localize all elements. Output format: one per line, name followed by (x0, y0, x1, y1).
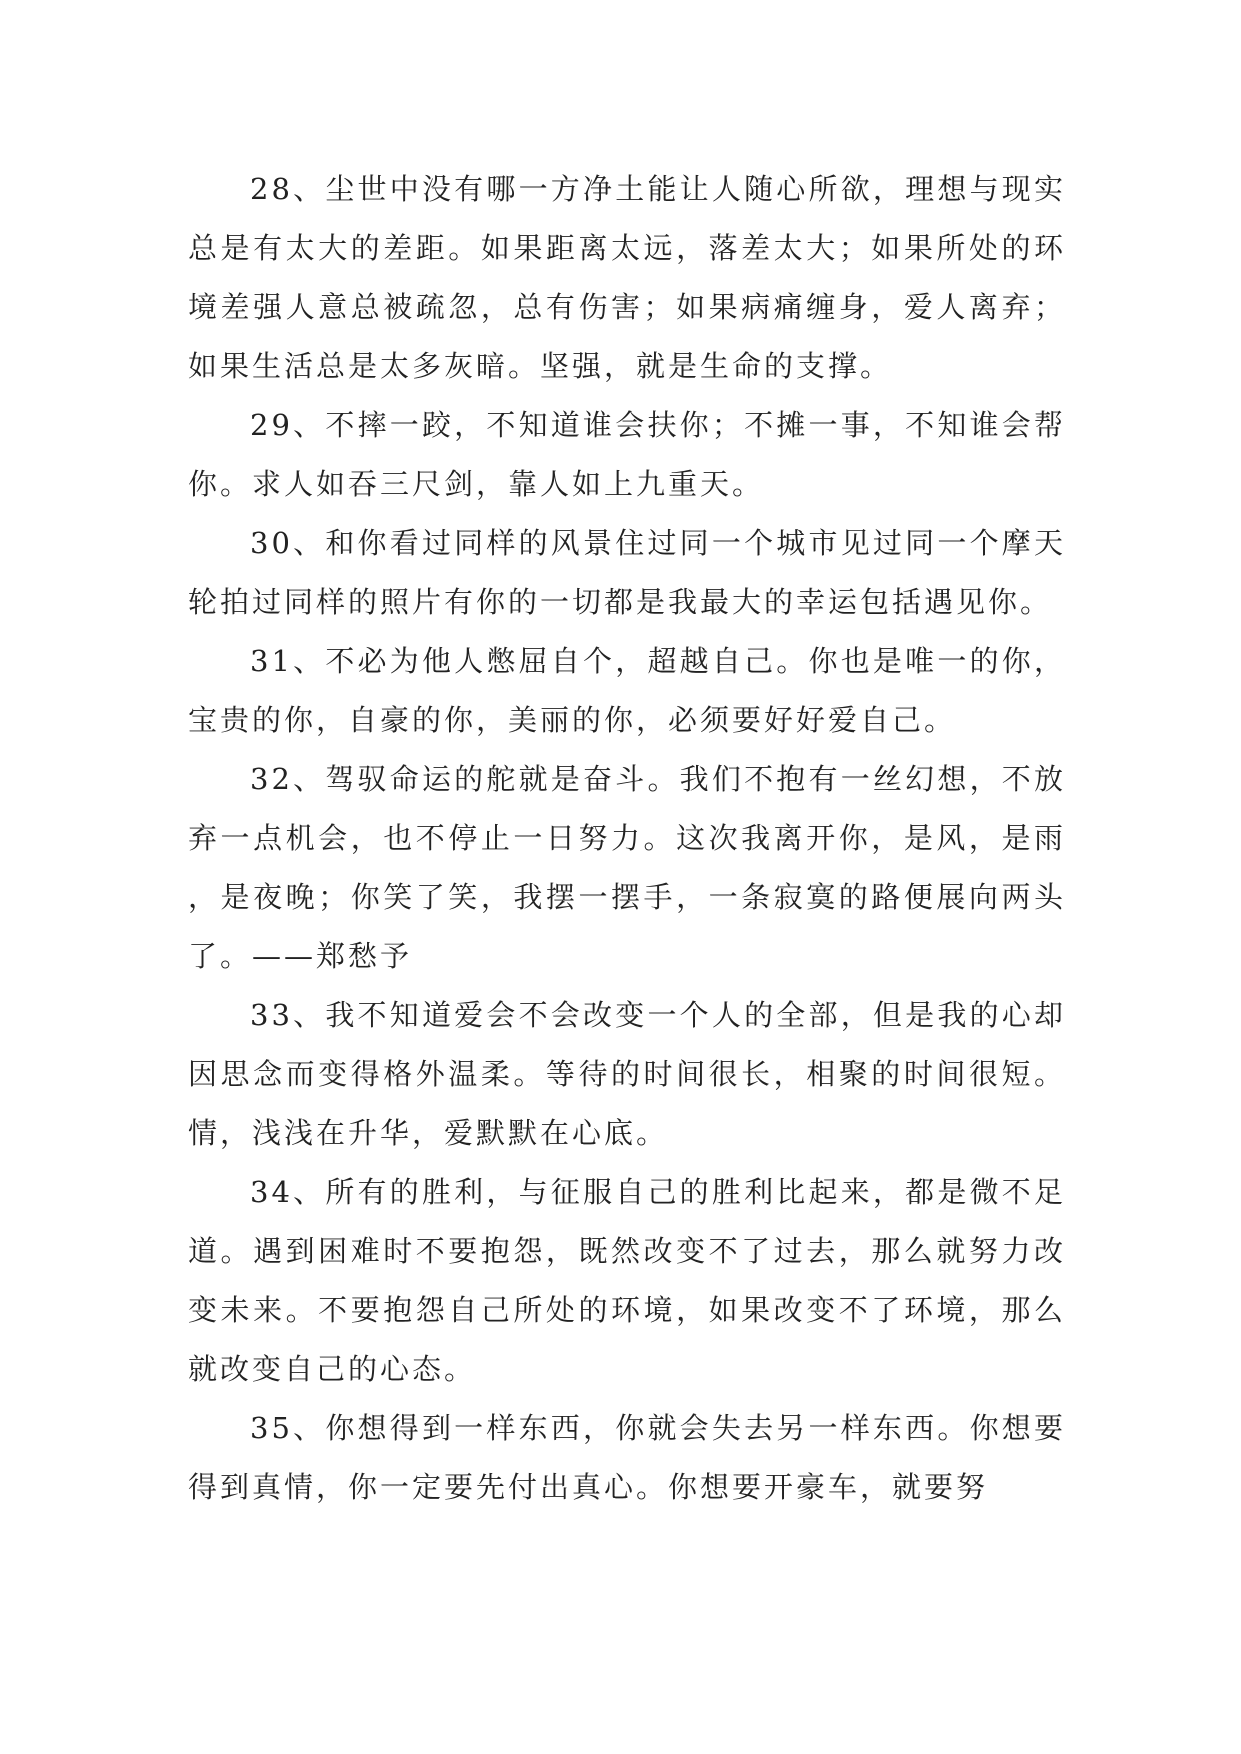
paragraph-33: 33、我不知道爱会不会改变一个人的全部，但是我的心却因思念而变得格外温柔。等待的时间很长，相聚的时间很短。情，浅浅在升华，爱默默在心底。 (188, 998, 1066, 1150)
document-body (188, 160, 1066, 1517)
paragraph-29: 29、不摔一跤，不知道谁会扶你；不摊一事，不知谁会帮你。求人如吞三尺剑，靠人如上九重天。 (188, 408, 1066, 501)
paragraph-30: 30、和你看过同样的风景住过同一个城市见过同一个摩天轮拍过同样的照片有你的一切都是我最大的幸运包括遇见你。 (188, 526, 1066, 619)
paragraph-28: 28、尘世中没有哪一方净土能让人随心所欲，理想与现实总是有太大的差距。如果距离太远，落差太大；如果所处的环境差强人意总被疏忽，总有伤害；如果病痛缠身，爱人离弃；如果生活总是太多灰暗。坚强，就是生命的支撑。 (188, 172, 1066, 383)
paragraph-32: 32、驾驭命运的舵就是奋斗。我们不抱有一丝幻想，不放弃一点机会，也不停止一日努力。这次我离开你，是风，是雨，是夜晚；你笑了笑，我摆一摆手，一条寂寞的路便展向两头了。——郑愁予 (188, 762, 1066, 973)
paragraph-31: 31、不必为他人憋屈自个，超越自己。你也是唯一的你，宝贵的你，自豪的你，美丽的你，必须要好好爱自己。 (188, 644, 1066, 737)
paragraph-35: 35、你想得到一样东西，你就会失去另一样东西。你想要得到真情，你一定要先付出真心。你想要开豪车，就要努 (188, 1411, 1066, 1504)
paragraph-34: 34、所有的胜利，与征服自己的胜利比起来，都是微不足道。遇到困难时不要抱怨，既然改变不了过去，那么就努力改变未来。不要抱怨自己所处的环境，如果改变不了环境，那么就改变自己的心态。 (188, 1175, 1066, 1386)
